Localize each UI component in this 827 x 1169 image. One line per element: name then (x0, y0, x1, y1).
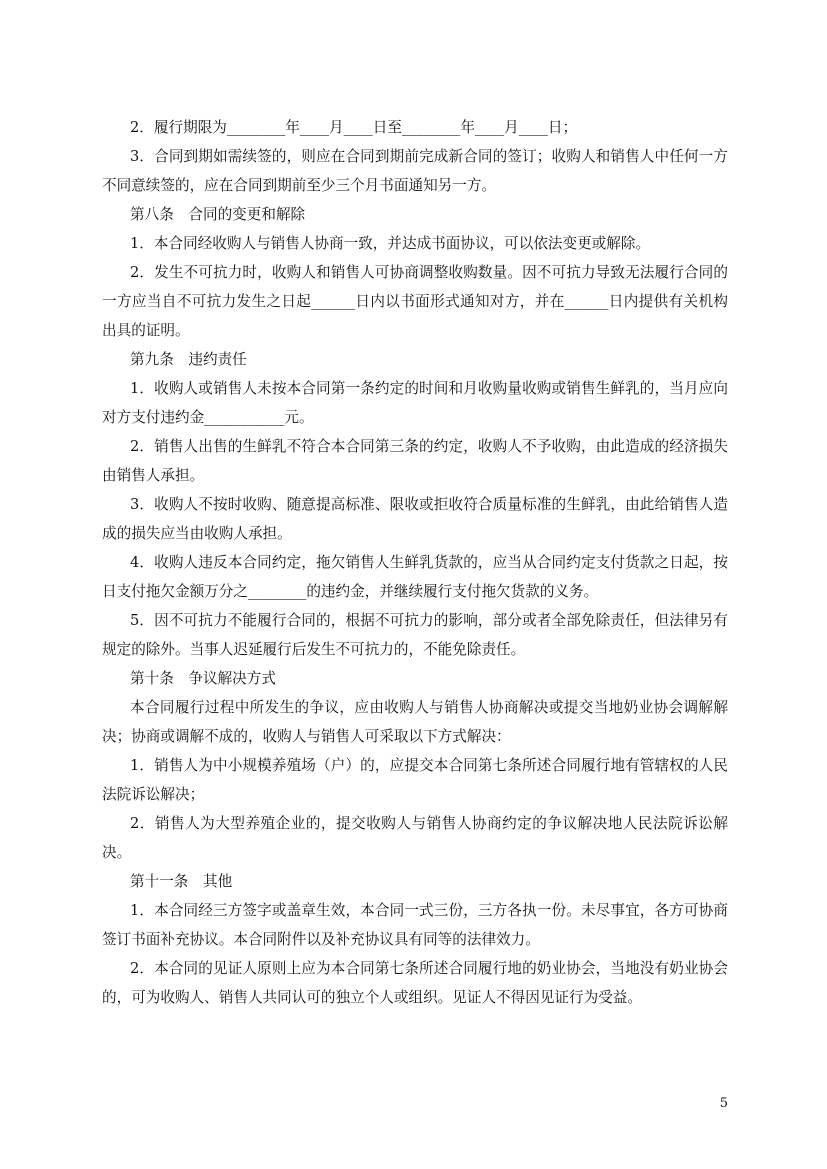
clause-7-2: 2．履行期限为________年____月____日至________年____月____日； (130, 119, 578, 136)
clause-7-3: 3．合同到期如需续签的，则应在合同到期前完成新合同的签订；收购人和销售人中任何一方不同意续签的，应在合同到期前至少三个月书面通知另一方。 (102, 148, 728, 194)
document-body (102, 113, 728, 1012)
clause-9-3: 3．收购人不按时收购、随意提高标准、限收或拒收符合质量标准的生鲜乳，由此给销售人造成的损失应当由收购人承担。 (102, 496, 728, 542)
clause-9-5: 5．因不可抗力不能履行合同的，根据不可抗力的影响，部分或者全部免除责任，但法律另有规定的除外。当事人迟延履行后发生不可抗力的，不能免除责任。 (102, 612, 728, 658)
article-11-heading: 第十一条 其他 (130, 873, 233, 890)
article-10-heading: 第十条 争议解决方式 (130, 670, 276, 687)
clause-9-2: 2．销售人出售的生鲜乳不符合本合同第三条的约定，收购人不予收购，由此造成的经济损失由销售人承担。 (102, 438, 728, 484)
clause-11-2: 2．本合同的见证人原则上应为本合同第七条所述合同履行地的奶业协会，当地没有奶业协会的，可为收购人、销售人共同认可的独立个人或组织。见证人不得因见证行为受益。 (102, 960, 728, 1006)
clause-10-intro: 本合同履行过程中所发生的争议，应由收购人与销售人协商解决或提交当地奶业协会调解解决；协商或调解不成的，收购人与销售人可采取以下方式解决： (102, 699, 728, 745)
article-9-heading: 第九条 违约责任 (130, 351, 247, 368)
page-number: 5 (719, 1096, 728, 1111)
clause-11-1: 1．本合同经三方签字或盖章生效，本合同一式三份，三方各执一份。未尽事宜，各方可协商签订书面补充协议。本合同附件以及补充协议具有同等的法律效力。 (102, 902, 728, 948)
article-8-heading: 第八条 合同的变更和解除 (130, 206, 306, 223)
clause-10-2: 2．销售人为大型养殖企业的，提交收购人与销售人协商约定的争议解决地人民法院诉讼解决。 (102, 815, 728, 861)
clause-9-4: 4．收购人违反本合同约定，拖欠销售人生鲜乳货款的，应当从合同约定支付货款之日起，按日支付拖欠金额万分之________的违约金，并继续履行支付拖欠货款的义务。 (102, 554, 728, 600)
clause-9-1: 1．收购人或销售人未按本合同第一条约定的时间和月收购量收购或销售生鲜乳的，当月应向对方支付违约金___________元。 (102, 380, 728, 426)
clause-10-1: 1．销售人为中小规模养殖场（户）的，应提交本合同第七条所述合同履行地有管辖权的人民法院诉讼解决； (102, 757, 728, 803)
clause-8-1: 1．本合同经收购人与销售人协商一致，并达成书面协议，可以依法变更或解除。 (130, 235, 651, 252)
clause-8-2: 2．发生不可抗力时，收购人和销售人可协商调整收购数量。因不可抗力导致无法履行合同的一方应当自不可抗力发生之日起______日内以书面形式通知对方，并在______日内提供有关机构出具的证明。 (102, 264, 728, 339)
